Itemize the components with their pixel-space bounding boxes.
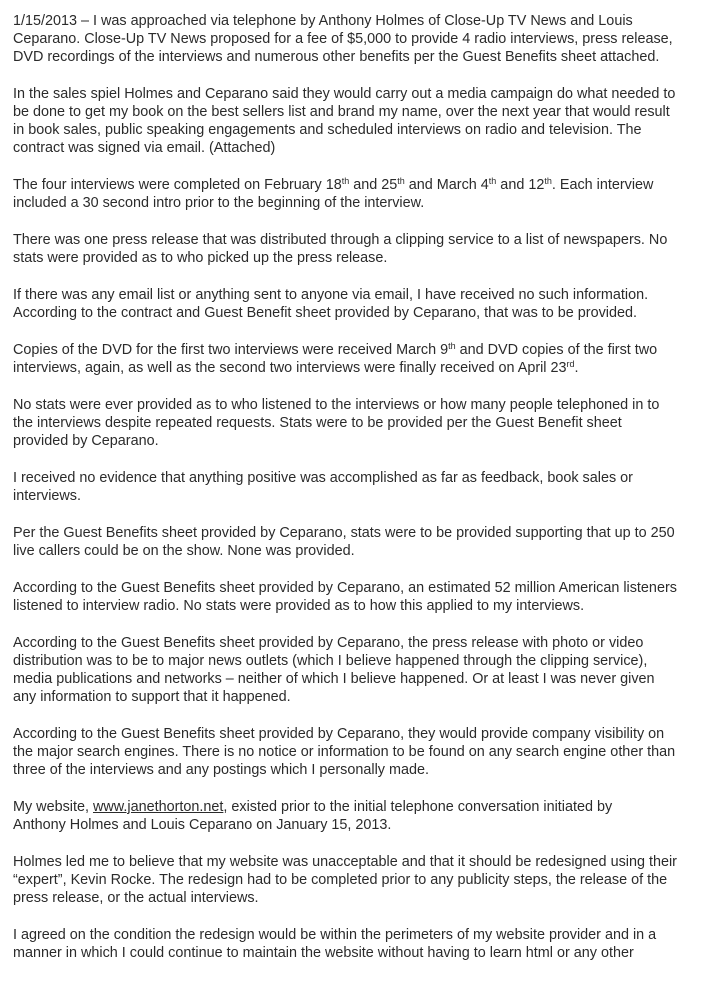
text-line: manner in which I could continue to maintain the website without having to learn html or any other — [13, 945, 634, 961]
text-line: I agreed on the condition the redesign would be within the perimeters of my website provider and in a — [13, 927, 657, 943]
text-line: three of the interviews and any postings which I personally made. — [13, 762, 429, 778]
paragraph-redesign — [13, 853, 675, 907]
text-line — [13, 798, 675, 816]
text-line: Per the Guest Benefits sheet provided by Ceparano, stats were to be provided supporting that up to 250 — [13, 525, 675, 541]
text-line: Anthony Holmes and Louis Ceparano on January 15, 2013. — [13, 817, 392, 833]
text-segment: Copies of the DVD for the first two interviews were received March 9 — [13, 342, 449, 358]
text-segment: interviews, again, as well as the second two interviews were finally received on April 23 — [13, 360, 567, 376]
text-line: the major search engines. There is no notice or information to be found on any search engine other than — [13, 744, 676, 760]
text-line: be done to get my book on the best sellers list and brand my name, over the next year that would result — [13, 104, 670, 120]
text-line: DVD recordings of the interviews and numerous other benefits per the Guest Benefits sheet attached. — [13, 49, 660, 65]
paragraph-interview-dates — [13, 176, 675, 212]
text-line: stats were provided as to who picked up the press release. — [13, 250, 388, 266]
paragraph-press-release — [13, 231, 675, 267]
text-line: listened to interview radio. No stats were provided as to how this applied to my interviews. — [13, 598, 585, 614]
text-segment: The four interviews were completed on February 18 — [13, 177, 342, 193]
text-segment: and 25 — [349, 177, 398, 193]
paragraph-live-callers — [13, 524, 675, 560]
text-line: interviews. — [13, 488, 81, 504]
ordinal-suffix: rd — [566, 359, 575, 369]
ordinal-suffix: th — [448, 341, 456, 351]
text-line: I received no evidence that anything positive was accomplished as far as feedback, book sales or — [13, 470, 633, 486]
website-link[interactable]: www.janethorton.net — [92, 799, 224, 815]
paragraph-distribution — [13, 634, 675, 706]
text-line: live callers could be on the show. None was provided. — [13, 543, 355, 559]
paragraph-search-visibility — [13, 725, 675, 779]
text-line — [13, 176, 675, 194]
text-segment: , existed prior to the initial telephone conversation initiated by — [223, 799, 613, 815]
paragraph-listeners-estimate — [13, 579, 675, 615]
paragraph-no-evidence — [13, 469, 675, 505]
text-line: According to the Guest Benefits sheet provided by Ceparano, they would provide company visibility on — [13, 726, 665, 742]
text-segment: My website, — [13, 799, 93, 815]
text-line: contract was signed via email. (Attached) — [13, 140, 276, 156]
text-line: press release, or the actual interviews. — [13, 890, 259, 906]
ordinal-suffix: th — [544, 176, 552, 186]
ordinal-suffix: th — [397, 176, 405, 186]
paragraph-initial-contact — [13, 12, 675, 66]
text-line: provided by Ceparano. — [13, 433, 159, 449]
text-line: in book sales, public speaking engagements and scheduled interviews on radio and television. The — [13, 122, 642, 138]
text-line: any information to support that it happened. — [13, 689, 291, 705]
text-segment: . — [574, 360, 579, 376]
ordinal-suffix: th — [341, 176, 350, 186]
paragraph-sales-spiel — [13, 85, 675, 157]
text-line: included a 30 second intro prior to the beginning of the interview. — [13, 195, 425, 211]
paragraph-listener-stats — [13, 396, 675, 450]
text-line: distribution was to be to major news outlets (which I believe happened through the clipping service), — [13, 653, 648, 669]
text-line: If there was any email list or anything sent to anyone via email, I have received no such information. — [13, 287, 649, 303]
text-segment: and 12 — [496, 177, 545, 193]
text-line: Ceparano. Close-Up TV News proposed for a fee of $5,000 to provide 4 radio interviews, press release, — [13, 31, 673, 47]
text-line: No stats were ever provided as to who listened to the interviews or how many people telephoned in to — [13, 397, 660, 413]
text-line: Holmes led me to believe that my website was unacceptable and that it should be redesigned using their — [13, 854, 677, 870]
text-line: media publications and networks – neither of which I believe happened. Or at least I was never given — [13, 671, 655, 687]
text-segment: and DVD copies of the first two — [455, 342, 658, 358]
text-line: 1/15/2013 – I was approached via telephone by Anthony Holmes of Close-Up TV News and Louis — [13, 13, 633, 29]
text-segment: and March 4 — [404, 177, 489, 193]
text-line — [13, 341, 675, 359]
text-line: There was one press release that was distributed through a clipping service to a list of newspapers. No — [13, 232, 668, 248]
text-line: In the sales spiel Holmes and Ceparano said they would carry out a media campaign do what needed to — [13, 86, 676, 102]
text-segment: . Each interview — [551, 177, 654, 193]
text-line: According to the Guest Benefits sheet provided by Ceparano, the press release with photo or video — [13, 635, 644, 651]
paragraph-website — [13, 798, 675, 834]
text-line: the interviews despite repeated requests. Stats were to be provided per the Guest Benefit sheet — [13, 415, 622, 431]
ordinal-suffix: th — [488, 176, 497, 186]
text-line — [13, 359, 675, 377]
paragraph-dvd-copies — [13, 341, 675, 377]
text-line: “expert”, Kevin Rocke. The redesign had to be completed prior to any publicity steps, the release of the — [13, 872, 668, 888]
text-line: According to the Guest Benefits sheet provided by Ceparano, an estimated 52 million American listeners — [13, 580, 677, 596]
text-line: According to the contract and Guest Benefit sheet provided by Ceparano, that was to be provided. — [13, 305, 637, 321]
paragraph-email-list — [13, 286, 675, 322]
paragraph-agreement — [13, 926, 675, 962]
